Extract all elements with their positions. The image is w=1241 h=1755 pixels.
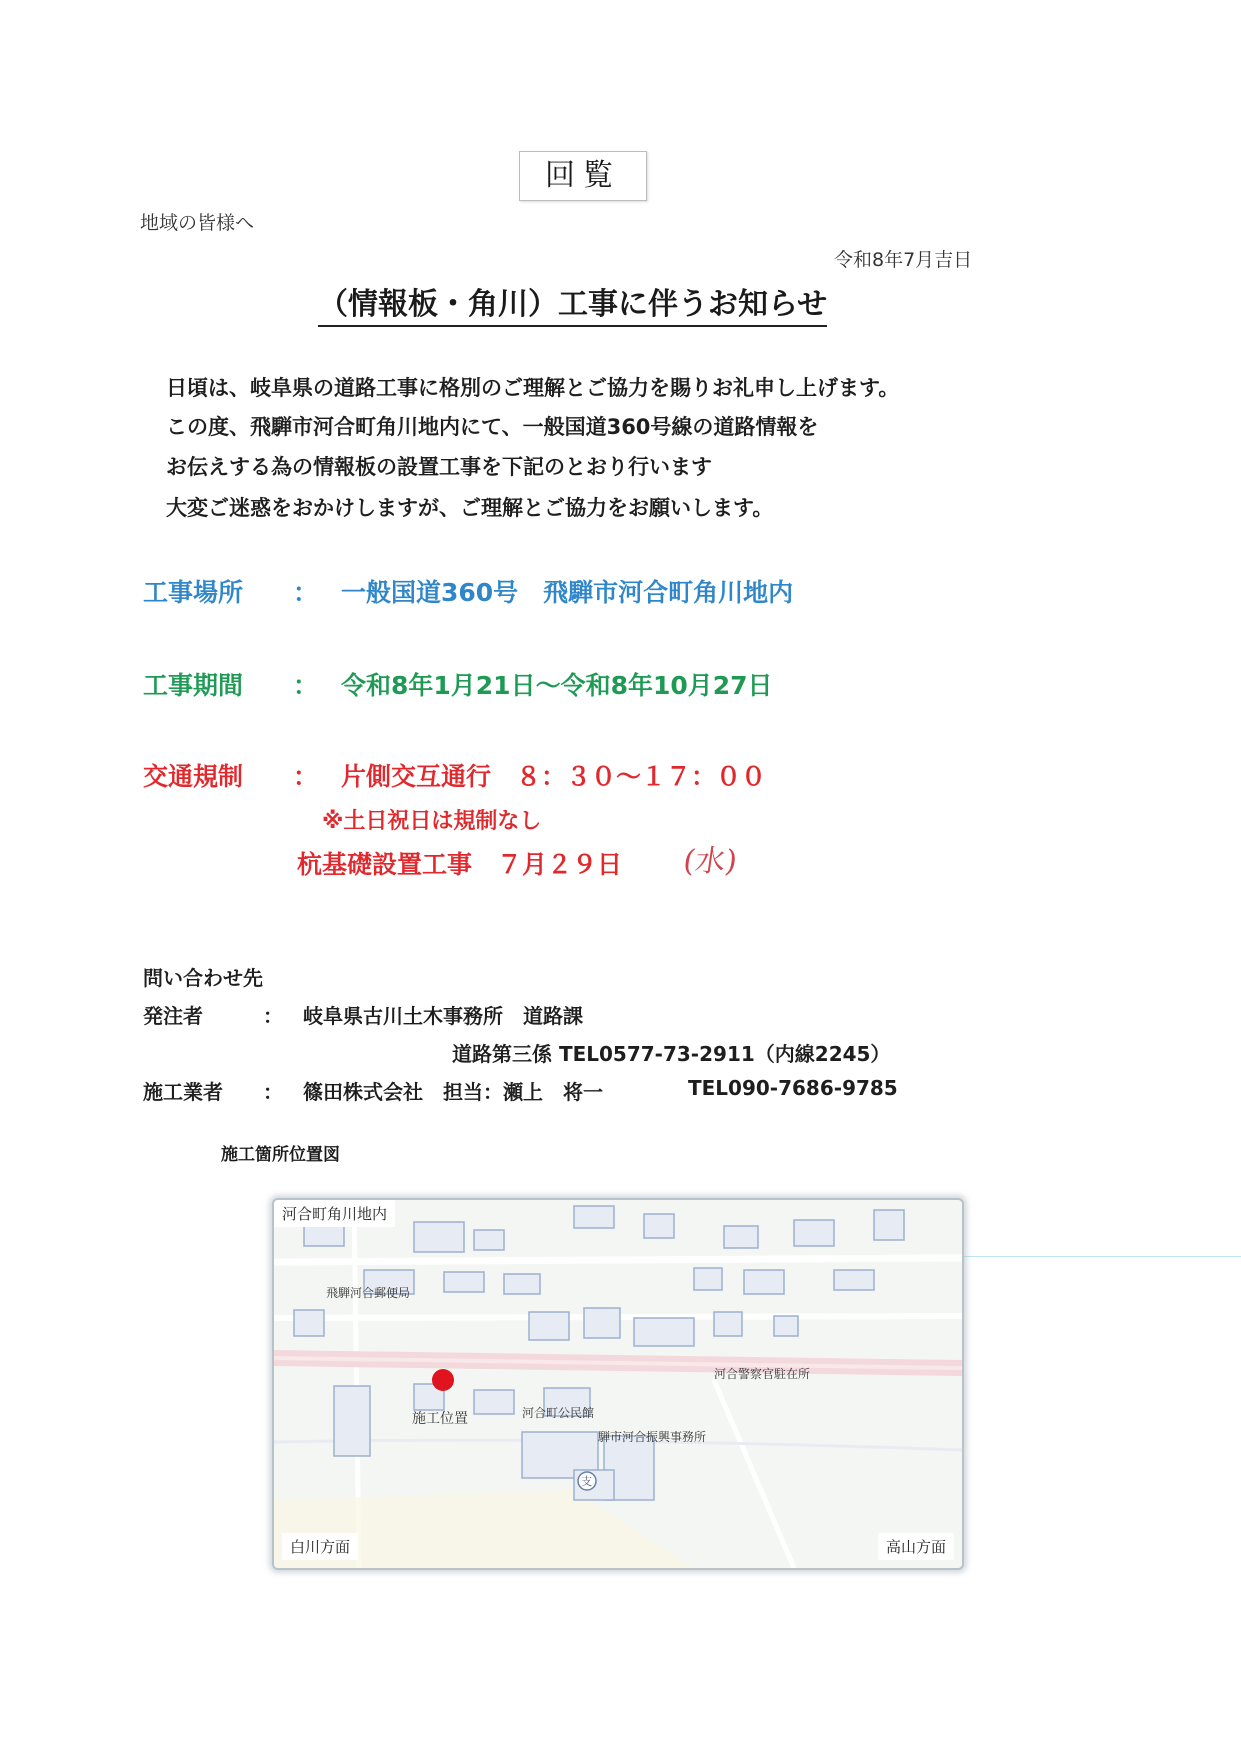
scan-artifact-line bbox=[945, 1256, 1241, 1257]
addressee: 地域の皆様へ bbox=[140, 212, 255, 234]
site-label: 施工位置 bbox=[412, 1411, 468, 1427]
body-line-4: 大変ご迷惑をおかけしますが、ご理解とご協力をお願いします。 bbox=[166, 496, 774, 520]
contractor-sep: ： bbox=[263, 1080, 283, 1104]
notice-title: （情報板・角川）工事に伴うお知らせ bbox=[318, 285, 827, 327]
traffic-note: ※土日祝日は規制なし bbox=[322, 809, 542, 834]
map-drawing bbox=[274, 1200, 962, 1568]
client-detail: 道路第三係 TEL0577-73-2911（内線2245） bbox=[452, 1042, 891, 1066]
body-line-1: 日頃は、岐阜県の道路工事に格別のご理解とご協力を賜りお礼申し上げます。 bbox=[166, 376, 900, 400]
post-office-label: 飛騨河合郵便局 bbox=[326, 1286, 411, 1300]
circulation-label: 回覧 bbox=[519, 151, 647, 201]
traffic-value: 片側交互通行 ８：３０～１７：００ bbox=[341, 762, 767, 791]
traffic-sep: ： bbox=[293, 762, 319, 791]
contractor-label: 施工業者 bbox=[143, 1080, 223, 1104]
branch-office-icon: 支 bbox=[581, 1475, 592, 1488]
work-period-label: 工事期間 bbox=[143, 671, 244, 700]
handwritten-weekday: (水) bbox=[681, 844, 740, 879]
work-site-label: 工事場所 bbox=[143, 578, 244, 607]
client-value: 岐阜県古川土木事務所 道路課 bbox=[303, 1004, 583, 1028]
branch-office-label: 騨市河合振興事務所 bbox=[598, 1430, 707, 1444]
location-map bbox=[272, 1198, 964, 1570]
takayama-direction-label: 高山方面 bbox=[878, 1533, 954, 1560]
client-label: 発注者 bbox=[143, 1004, 203, 1028]
body-line-3: お伝えする為の情報板の設置工事を下記のとおり行います bbox=[166, 455, 712, 479]
site-marker bbox=[432, 1369, 454, 1391]
contractor-tel: TEL090-7686-9785 bbox=[688, 1076, 898, 1100]
work-site-sep: ： bbox=[293, 578, 319, 607]
community-hall-label: 河合町公民館 bbox=[522, 1406, 595, 1420]
map-caption: 施工箇所位置図 bbox=[221, 1145, 340, 1165]
contractor-value: 篠田株式会社 担当：瀬上 将一 bbox=[303, 1080, 603, 1104]
contact-heading: 問い合わせ先 bbox=[143, 966, 263, 990]
traffic-label: 交通規制 bbox=[143, 762, 244, 791]
pile-work: 杭基礎設置工事 ７月２９日 bbox=[297, 850, 623, 879]
police-box-label: 河合警察官駐在所 bbox=[714, 1367, 811, 1381]
notice-date: 令和8年7月吉日 bbox=[834, 249, 973, 271]
map-area-label: 河合町角川地内 bbox=[274, 1200, 395, 1227]
work-site-value: 一般国道360号 飛騨市河合町角川地内 bbox=[341, 578, 794, 607]
work-period-sep: ： bbox=[293, 671, 319, 700]
client-sep: ： bbox=[263, 1004, 283, 1028]
body-line-2: この度、飛騨市河合町角川地内にて、一般国道360号線の道路情報を bbox=[166, 415, 819, 439]
work-period-value: 令和8年1月21日～令和8年10月27日 bbox=[341, 671, 773, 700]
shirakawa-direction-label: 白川方面 bbox=[282, 1533, 358, 1560]
